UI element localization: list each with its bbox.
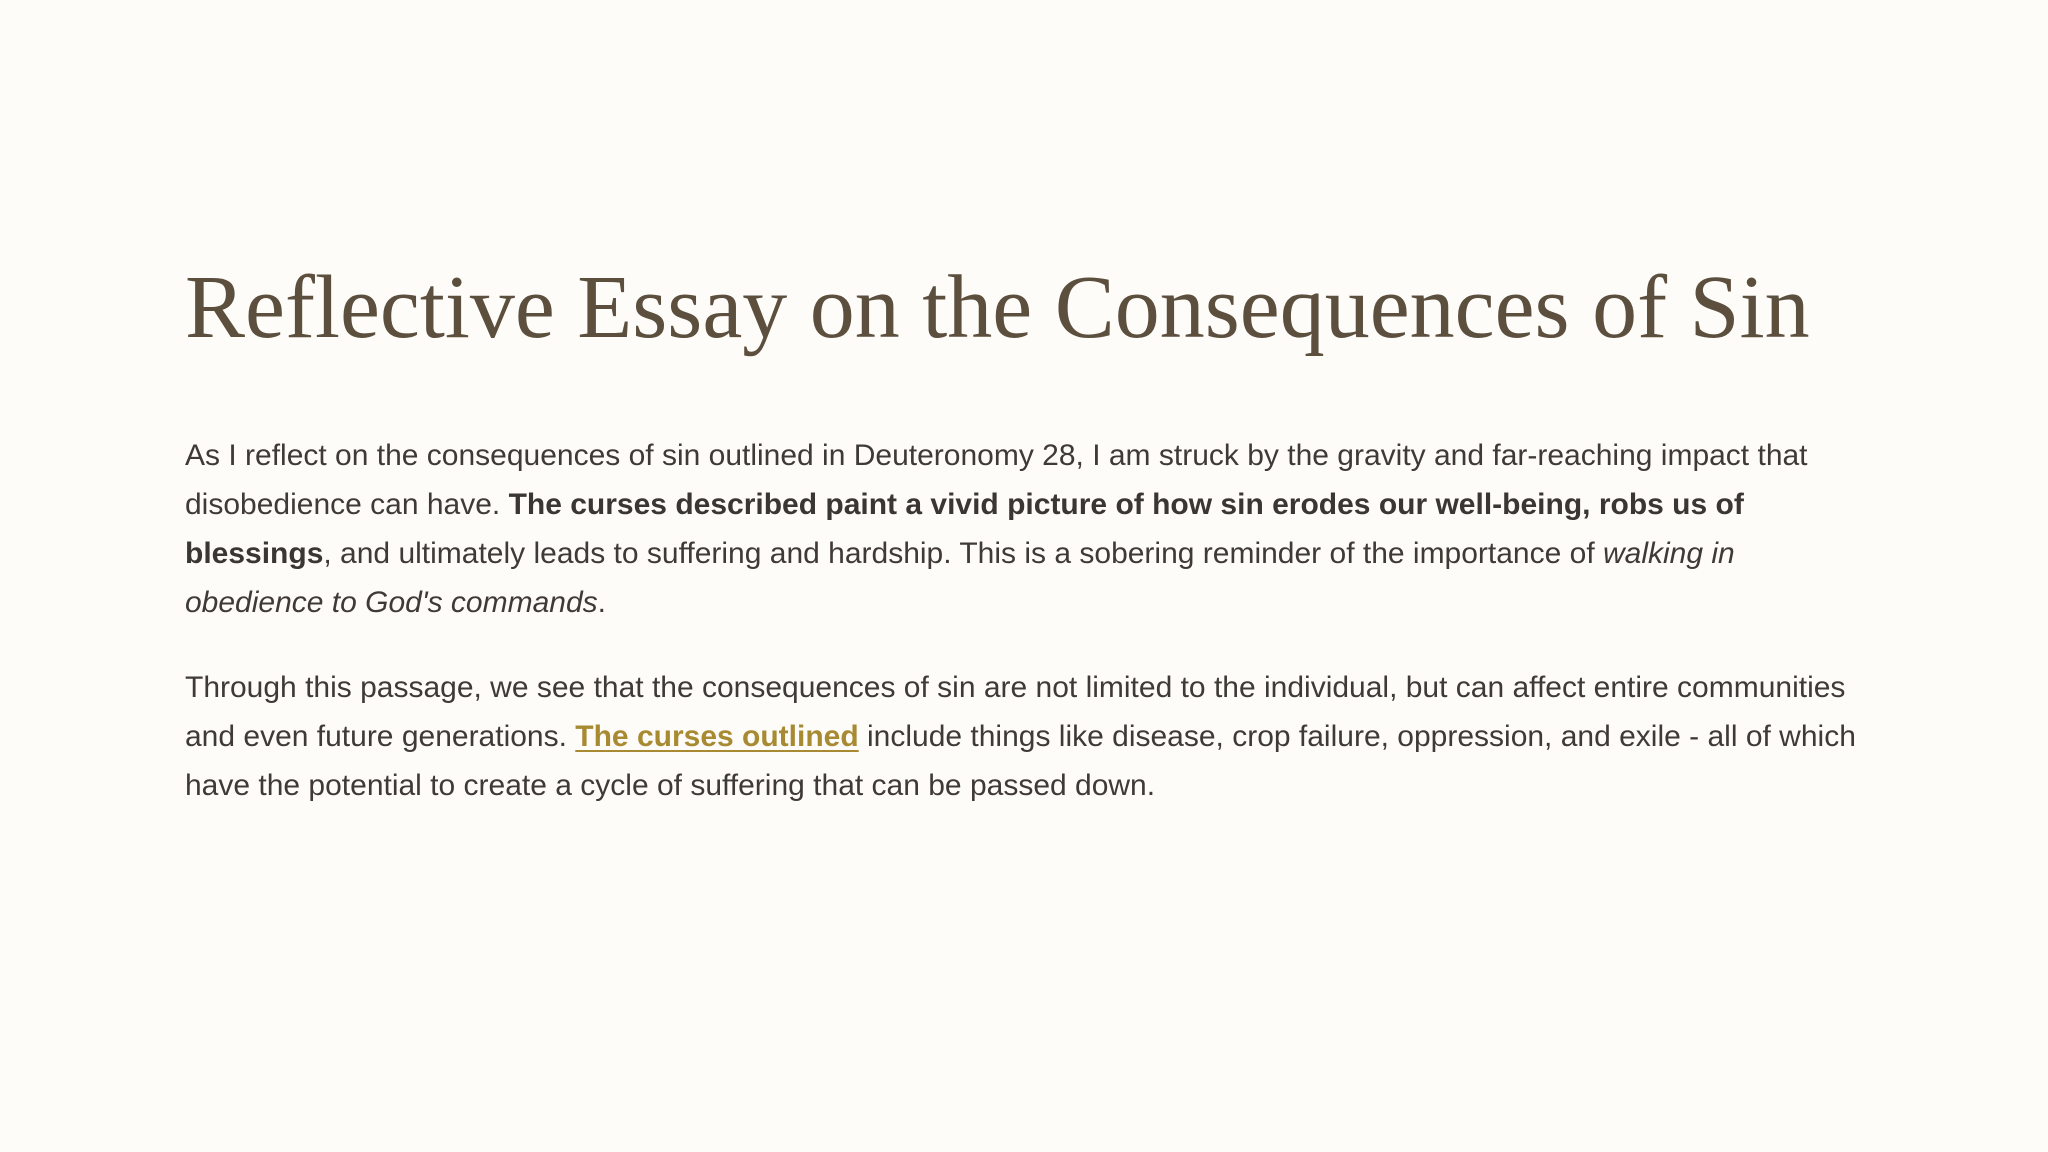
paragraph-text: Through this passage, we see that the consequences of sin are not limited to the individual, but can affect entire communities and even future generations.: [185, 671, 1846, 753]
paragraph-text: , and ultimately leads to suffering and hardship. This is a sobering reminder of the importance of: [323, 537, 1603, 570]
paragraph-text: .: [597, 586, 606, 619]
paragraph-text: As I reflect on the consequences of sin outlined in Deuteronomy 28, I am struck by the gravity and far-reaching impact that disobedience can have.: [185, 439, 1808, 521]
curses-outlined-link[interactable]: The curses outlined: [575, 720, 859, 753]
paragraph-text: include things like disease, crop failure, oppression, and exile - all of which have the potential to create a cycle of suffering that can be passed down.: [185, 720, 1856, 802]
bold-emphasis: The curses described paint a vivid picture of how sin erodes our well-being, robs us of blessings: [185, 488, 1744, 570]
page-title: Reflective Essay on the Consequences of Sin: [185, 258, 1810, 357]
paragraph-consequences: [185, 663, 1863, 810]
italic-emphasis: walking in obedience to God's commands: [185, 537, 1735, 619]
paragraph-reflection: [185, 431, 1863, 627]
